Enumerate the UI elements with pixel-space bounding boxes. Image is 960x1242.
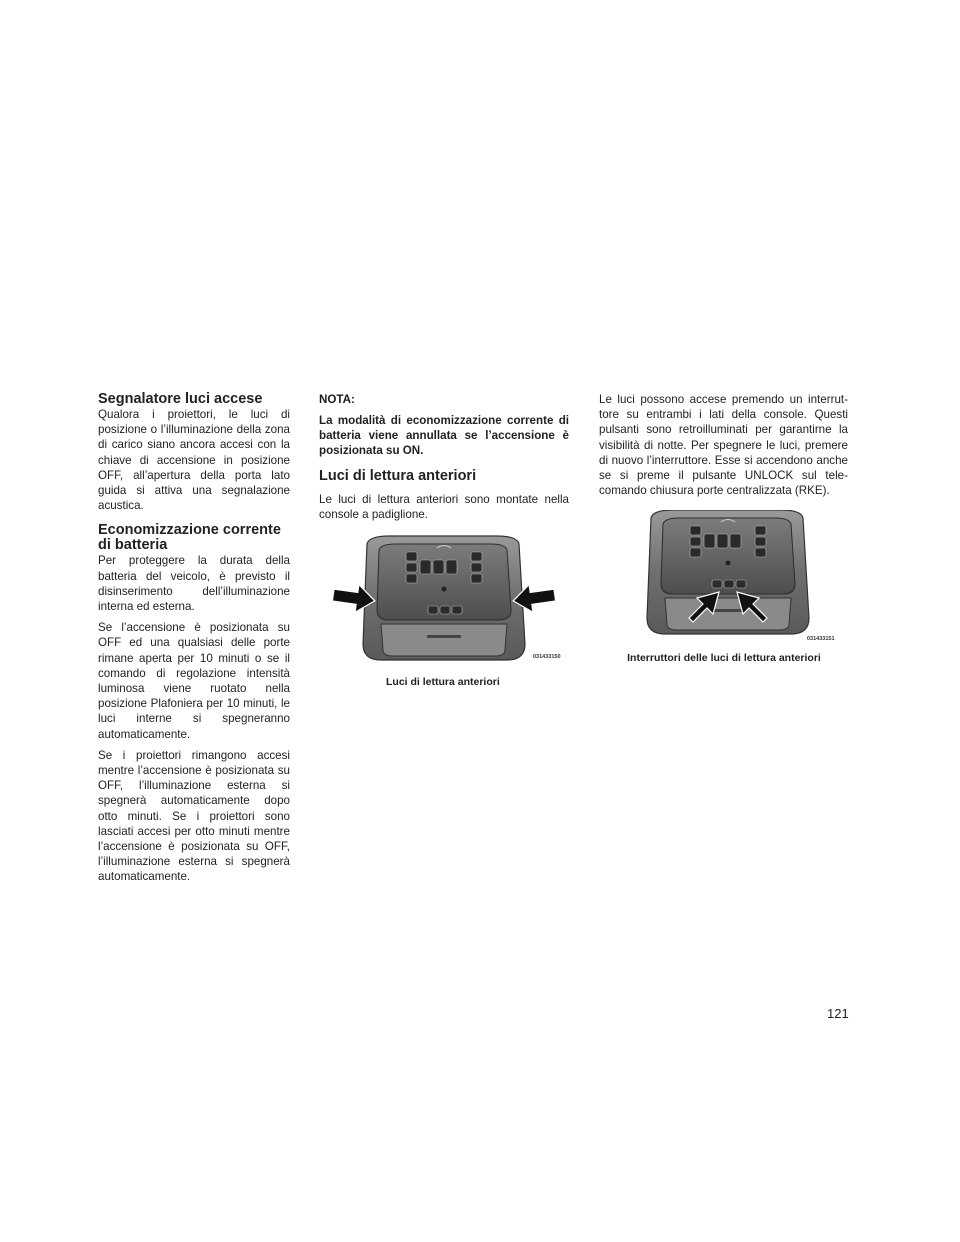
column-left [98,392,290,885]
overhead-console-illustration [319,532,569,672]
page-number: 121 [827,1006,849,1021]
column-right [599,392,848,665]
paragraph-segnalatore: Qualora i proiettori, le luci di posizione o l’illuminazione della zona di carico siano ancora accesi con la chiave di accensione in posizione OFF, all’apertura della porta lato guida si attiva una segnalazione acustica. [98,408,290,513]
figure-caption: Interruttori delle luci di lettura anteriori [627,652,821,665]
paragraph-economizzazione-1: Per proteggere la durata della batteria del veicolo, è previsto il disinserimento dell’illuminazione interna ed esterna. [98,554,290,614]
heading-luci-lettura: Luci di lettura anteriori [319,467,477,484]
note-text: La modalità di economizzazione corrente di batteria viene annullata se l’accensione è posizionata su ON. [319,414,569,458]
figure-caption: Luci di lettura anteriori [386,676,500,689]
figure-reading-light-switches [599,510,849,665]
note-label: NOTA: [319,393,355,406]
overhead-console-switches-illustration [599,510,849,650]
paragraph-economizzazione-3: Se i proiettori rimangono accesi mentre l’accensione è posizionata su OFF, l’illuminazione esterna si spegnerà automaticamente dopo otto minuti. Se i proiettori sono lasciati accesi per otto minuti mentre l’accensione è posizionata su OFF, l’illuminazione esterna si spegnerà automaticamente. [98,748,290,884]
heading-economizzazione: Economizzazione corrente di batteria [98,522,281,554]
paragraph-luci-lettura: Le luci di lettura anteriori sono montate nella console a padiglione. [319,492,569,521]
column-middle [319,392,569,689]
heading-segnalatore: Segnalatore luci accese [98,391,263,407]
paragraph-economizzazione-2: Se l’accensione è posizionata su OFF ed una qualsiasi delle porte rimane aperta per 10 minuti o se il comando di regolazione intensità luminosa viene ruotato nella posizione Plafoniera per 10 minuti, le luci interne si spegneranno automaticamente. [98,621,290,741]
figure-code: 031433151 [807,636,835,643]
figure-reading-lights [319,532,569,689]
paragraph-interruttori: Le luci possono accese premendo un interruttore su entrambi i lati della console. Questi pulsanti sono retroilluminati per garantirne la visibilità di notte. Per spegnere le luci, premere di nuovo l’interruttore. Esse si accendono anche se si preme il pulsante UNLOCK sul telecomando chiusura porte centralizzata (RKE). [599,393,848,498]
figure-code: 031433150 [533,654,561,661]
